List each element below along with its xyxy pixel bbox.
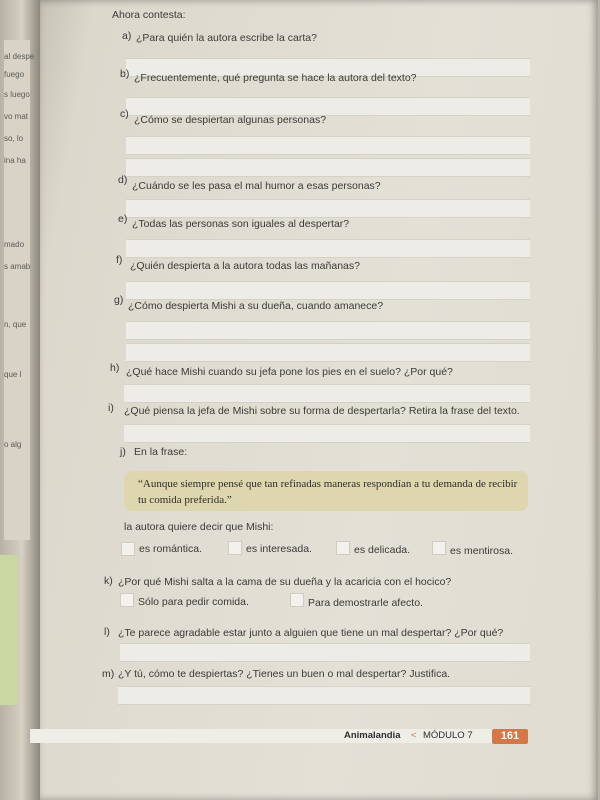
option-label-mentirosa: es mentirosa. bbox=[450, 545, 514, 557]
answer-line-c2[interactable] bbox=[126, 158, 530, 177]
question-letter-k: k) bbox=[104, 575, 113, 587]
option-label-interesada: es interesada. bbox=[246, 543, 312, 555]
left-page-edge bbox=[0, 0, 40, 800]
question-l-text: ¿Te parece agradable estar junto a alguien que tiene un mal despertar? ¿Por qué? bbox=[118, 627, 504, 639]
question-m-text: ¿Y tú, cómo te despiertas? ¿Tienes un buen o mal despertar? Justifica. bbox=[118, 668, 451, 680]
option-label-romantica: es romántica. bbox=[139, 543, 203, 555]
worksheet-page bbox=[40, 0, 598, 800]
left-page-fragment: que l bbox=[4, 370, 22, 379]
question-letter-h: h) bbox=[110, 362, 120, 374]
question-letter-d: d) bbox=[118, 174, 128, 186]
question-letter-j: j) bbox=[120, 446, 126, 458]
option-label-comida: Sólo para pedir comida. bbox=[138, 596, 249, 608]
option-checkbox-delicada[interactable] bbox=[336, 541, 350, 555]
left-page-fragment: fuego bbox=[4, 70, 25, 79]
answer-line-h[interactable] bbox=[124, 384, 530, 403]
left-page-fragment: so, lo bbox=[4, 134, 24, 143]
answer-line-g1[interactable] bbox=[126, 321, 530, 340]
left-page-fragment: mado bbox=[4, 240, 25, 249]
left-page-fragment: o alg bbox=[4, 440, 22, 449]
answer-line-i[interactable] bbox=[124, 424, 530, 443]
intro-heading: Ahora contesta: bbox=[112, 9, 186, 21]
question-d-text: ¿Cuándo se les pasa el mal humor a esas personas? bbox=[132, 180, 381, 192]
question-letter-g: g) bbox=[114, 294, 124, 306]
answer-line-c1[interactable] bbox=[126, 136, 530, 155]
question-letter-e: e) bbox=[118, 213, 128, 225]
question-letter-a: a) bbox=[122, 30, 132, 42]
footer-separator: < bbox=[411, 730, 417, 741]
option-checkbox-afecto[interactable] bbox=[290, 593, 304, 607]
left-page-fragment: s amab bbox=[4, 262, 31, 271]
quote-box bbox=[124, 471, 528, 511]
question-k-text: ¿Por qué Mishi salta a la cama de su dueña y la acaricia con el hocico? bbox=[118, 576, 452, 588]
question-e-text: ¿Todas las personas son iguales al despertar? bbox=[132, 218, 350, 230]
left-page-fragment: s luego bbox=[4, 90, 30, 99]
question-letter-f: f) bbox=[116, 254, 123, 266]
answer-line-m[interactable] bbox=[118, 686, 530, 705]
question-letter-l: l) bbox=[104, 626, 110, 638]
answer-line-g2[interactable] bbox=[126, 343, 530, 362]
footer-module: MÓDULO 7 bbox=[423, 730, 473, 741]
question-c-text: ¿Cómo se despiertan algunas personas? bbox=[134, 114, 327, 126]
left-page-fragment: al despe bbox=[4, 52, 35, 61]
quote-text: “Aunque siempre pensé que tan refinadas maneras respondían a tu demanda de recibir tu comida preferida.” bbox=[138, 478, 518, 506]
left-page-fragment: n, que bbox=[4, 320, 27, 329]
question-a-text: ¿Para quién la autora escribe la carta? bbox=[136, 32, 317, 44]
answer-line-d[interactable] bbox=[126, 199, 530, 218]
question-letter-c: c) bbox=[120, 108, 129, 120]
question-h-text: ¿Qué hace Mishi cuando su jefa pone los pies en el suelo? ¿Por qué? bbox=[126, 366, 453, 378]
question-letter-m: m) bbox=[102, 668, 115, 680]
left-page-text-column bbox=[4, 40, 35, 540]
option-checkbox-comida[interactable] bbox=[120, 593, 134, 607]
option-checkbox-mentirosa[interactable] bbox=[432, 541, 446, 555]
question-j-text: En la frase: bbox=[134, 446, 188, 458]
answer-line-f[interactable] bbox=[126, 281, 530, 300]
option-label-afecto: Para demostrarle afecto. bbox=[308, 597, 423, 609]
question-letter-i: i) bbox=[108, 402, 114, 414]
left-page-illustration bbox=[0, 555, 18, 705]
question-letter-b: b) bbox=[120, 68, 130, 80]
question-i-text: ¿Qué piensa la jefa de Mishi sobre su forma de despertarla? Retira la frase del texto. bbox=[124, 405, 520, 417]
footer-book-title: Animalandia bbox=[344, 730, 401, 741]
question-g-text: ¿Cómo despierta Mishi a su dueña, cuando amanece? bbox=[128, 300, 384, 312]
option-checkbox-romantica[interactable] bbox=[121, 542, 135, 556]
page-number: 161 bbox=[492, 729, 528, 744]
question-f-text: ¿Quién despierta a la autora todas las mañanas? bbox=[130, 260, 360, 272]
option-label-delicada: es delicada. bbox=[354, 544, 411, 556]
question-j-prompt: la autora quiere decir que Mishi: bbox=[124, 521, 274, 533]
answer-line-e[interactable] bbox=[126, 239, 530, 258]
left-page-fragment: ina ha bbox=[4, 156, 26, 165]
answer-line-l[interactable] bbox=[120, 643, 530, 662]
option-checkbox-interesada[interactable] bbox=[228, 541, 242, 555]
left-page-fragment: vo mat bbox=[4, 112, 29, 121]
question-b-text: ¿Frecuentemente, qué pregunta se hace la autora del texto? bbox=[134, 72, 417, 84]
